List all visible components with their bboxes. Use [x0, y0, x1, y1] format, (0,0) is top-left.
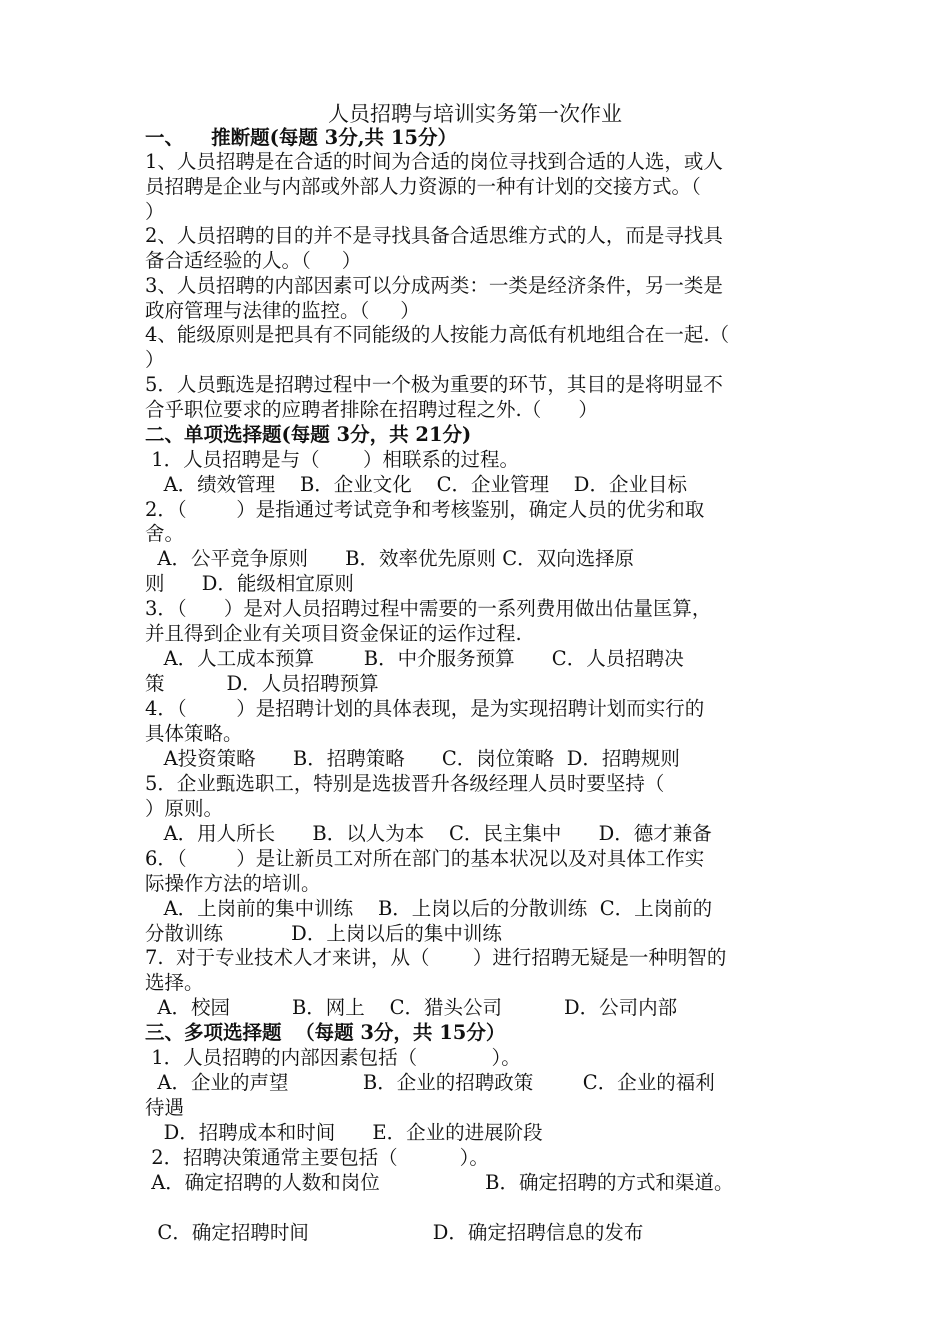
option-line: D．招聘成本和时间 E．企业的进展阶段	[145, 1121, 543, 1144]
option-line: A．公平竞争原则 B．效率优先原则 C．双向选择原	[145, 547, 635, 570]
option-line: A．确定招聘的人数和岗位 B．确定招聘的方式和渠道。	[145, 1171, 734, 1194]
section-heading-multiple-choice: 三、多项选择题 （每题 3分，共 15分）	[145, 1021, 506, 1044]
question-line: 3．（ ）是对人员招聘过程中需要的一系列费用做出估量匡算，	[145, 597, 712, 620]
question-line: 2．招聘决策通常主要包括（ ）。	[145, 1146, 489, 1169]
question-line: 7. 对于专业技术人才来讲，从（ ）进行招聘无疑是一种明智的	[145, 946, 727, 969]
question-line: 5．企业甄选职工，特别是选拔晋升各级经理人员时要坚持（	[145, 772, 665, 795]
question-line: 3、人员招聘的内部因素可以分成两类：一类是经济条件，另一类是	[145, 274, 723, 297]
option-line: C．确定招聘时间 D．确定招聘信息的发布	[145, 1221, 644, 1244]
question-line: 5．人员甄选是招聘过程中一个极为重要的环节，其目的是将明显不	[145, 373, 723, 396]
question-line: 际操作方法的培训。	[145, 872, 321, 895]
question-line: 4、能级原则是把具有不同能级的人按能力高低有机地组合在一起.（	[145, 323, 730, 346]
option-line: A．绩效管理 B．企业文化 C．企业管理 D．企业目标	[145, 473, 687, 496]
question-line: ）	[145, 348, 165, 371]
question-line: ）	[145, 200, 165, 223]
question-line: 员招聘是企业与内部或外部人力资源的一种有计划的交接方式。（	[145, 175, 701, 198]
option-line: A．人工成本预算 B．中介服务预算 C．人员招聘决	[145, 647, 684, 670]
question-line: 6．（ ）是让新员工对所在部门的基本状况以及对具体工作实	[145, 847, 705, 870]
option-line: A．上岗前的集中训练 B．上岗以后的分散训练 C．上岗前的	[145, 897, 713, 920]
question-line: 政府管理与法律的监控。（ ）	[145, 299, 420, 322]
section-heading-judgment: 一、 推断题(每题 3分,共 15分）	[145, 126, 457, 149]
option-line: A．企业的声望 B．企业的招聘政策 C．企业的福利	[145, 1071, 715, 1094]
option-line: A．用人所长 B．以人为本 C．民主集中 D．德才兼备	[145, 822, 712, 845]
question-line: 2．（ ）是指通过考试竞争和考核鉴别，确定人员的优劣和取	[145, 498, 705, 521]
option-line: 则 D．能级相宜原则	[145, 572, 354, 595]
question-line: 合乎职位要求的应聘者排除在招聘过程之外.（ ）	[145, 398, 598, 421]
question-line: 2、人员招聘的目的并不是寻找具备合适思维方式的人，而是寻找具	[145, 224, 723, 247]
page-title: 人员招聘与培训实务第一次作业	[328, 102, 622, 126]
option-line: 待遇	[145, 1096, 185, 1119]
question-line: 4．（ ）是招聘计划的具体表现，是为实现招聘计划而实行的	[145, 697, 705, 720]
option-line: 分散训练 D．上岗以后的集中训练	[145, 922, 502, 945]
question-line: 1、人员招聘是在合适的时间为合适的岗位寻找到合适的人选，或人	[145, 150, 723, 173]
question-line: 备合适经验的人。（ ）	[145, 249, 362, 272]
question-line: 1．人员招聘的内部因素包括（ ）。	[145, 1046, 521, 1069]
section-heading-single-choice: 二、单项选择题(每题 3分，共 21分)	[145, 423, 472, 446]
option-line: A．校园 B．网上 C．猎头公司 D．公司内部	[145, 996, 678, 1019]
question-line: ）原则。	[145, 797, 224, 820]
question-line: 舍。	[145, 522, 185, 545]
question-line: 选择。	[145, 971, 204, 994]
question-line: 并且得到企业有关项目资金保证的运作过程.	[145, 622, 522, 645]
option-line: A投资策略 B．招聘策略 C．岗位策略 D．招聘规则	[145, 747, 680, 770]
question-line: 具体策略。	[145, 722, 243, 745]
question-line: 1．人员招聘是与（ ）相联系的过程。	[145, 448, 519, 471]
option-line: 策 D．人员招聘预算	[145, 672, 379, 695]
